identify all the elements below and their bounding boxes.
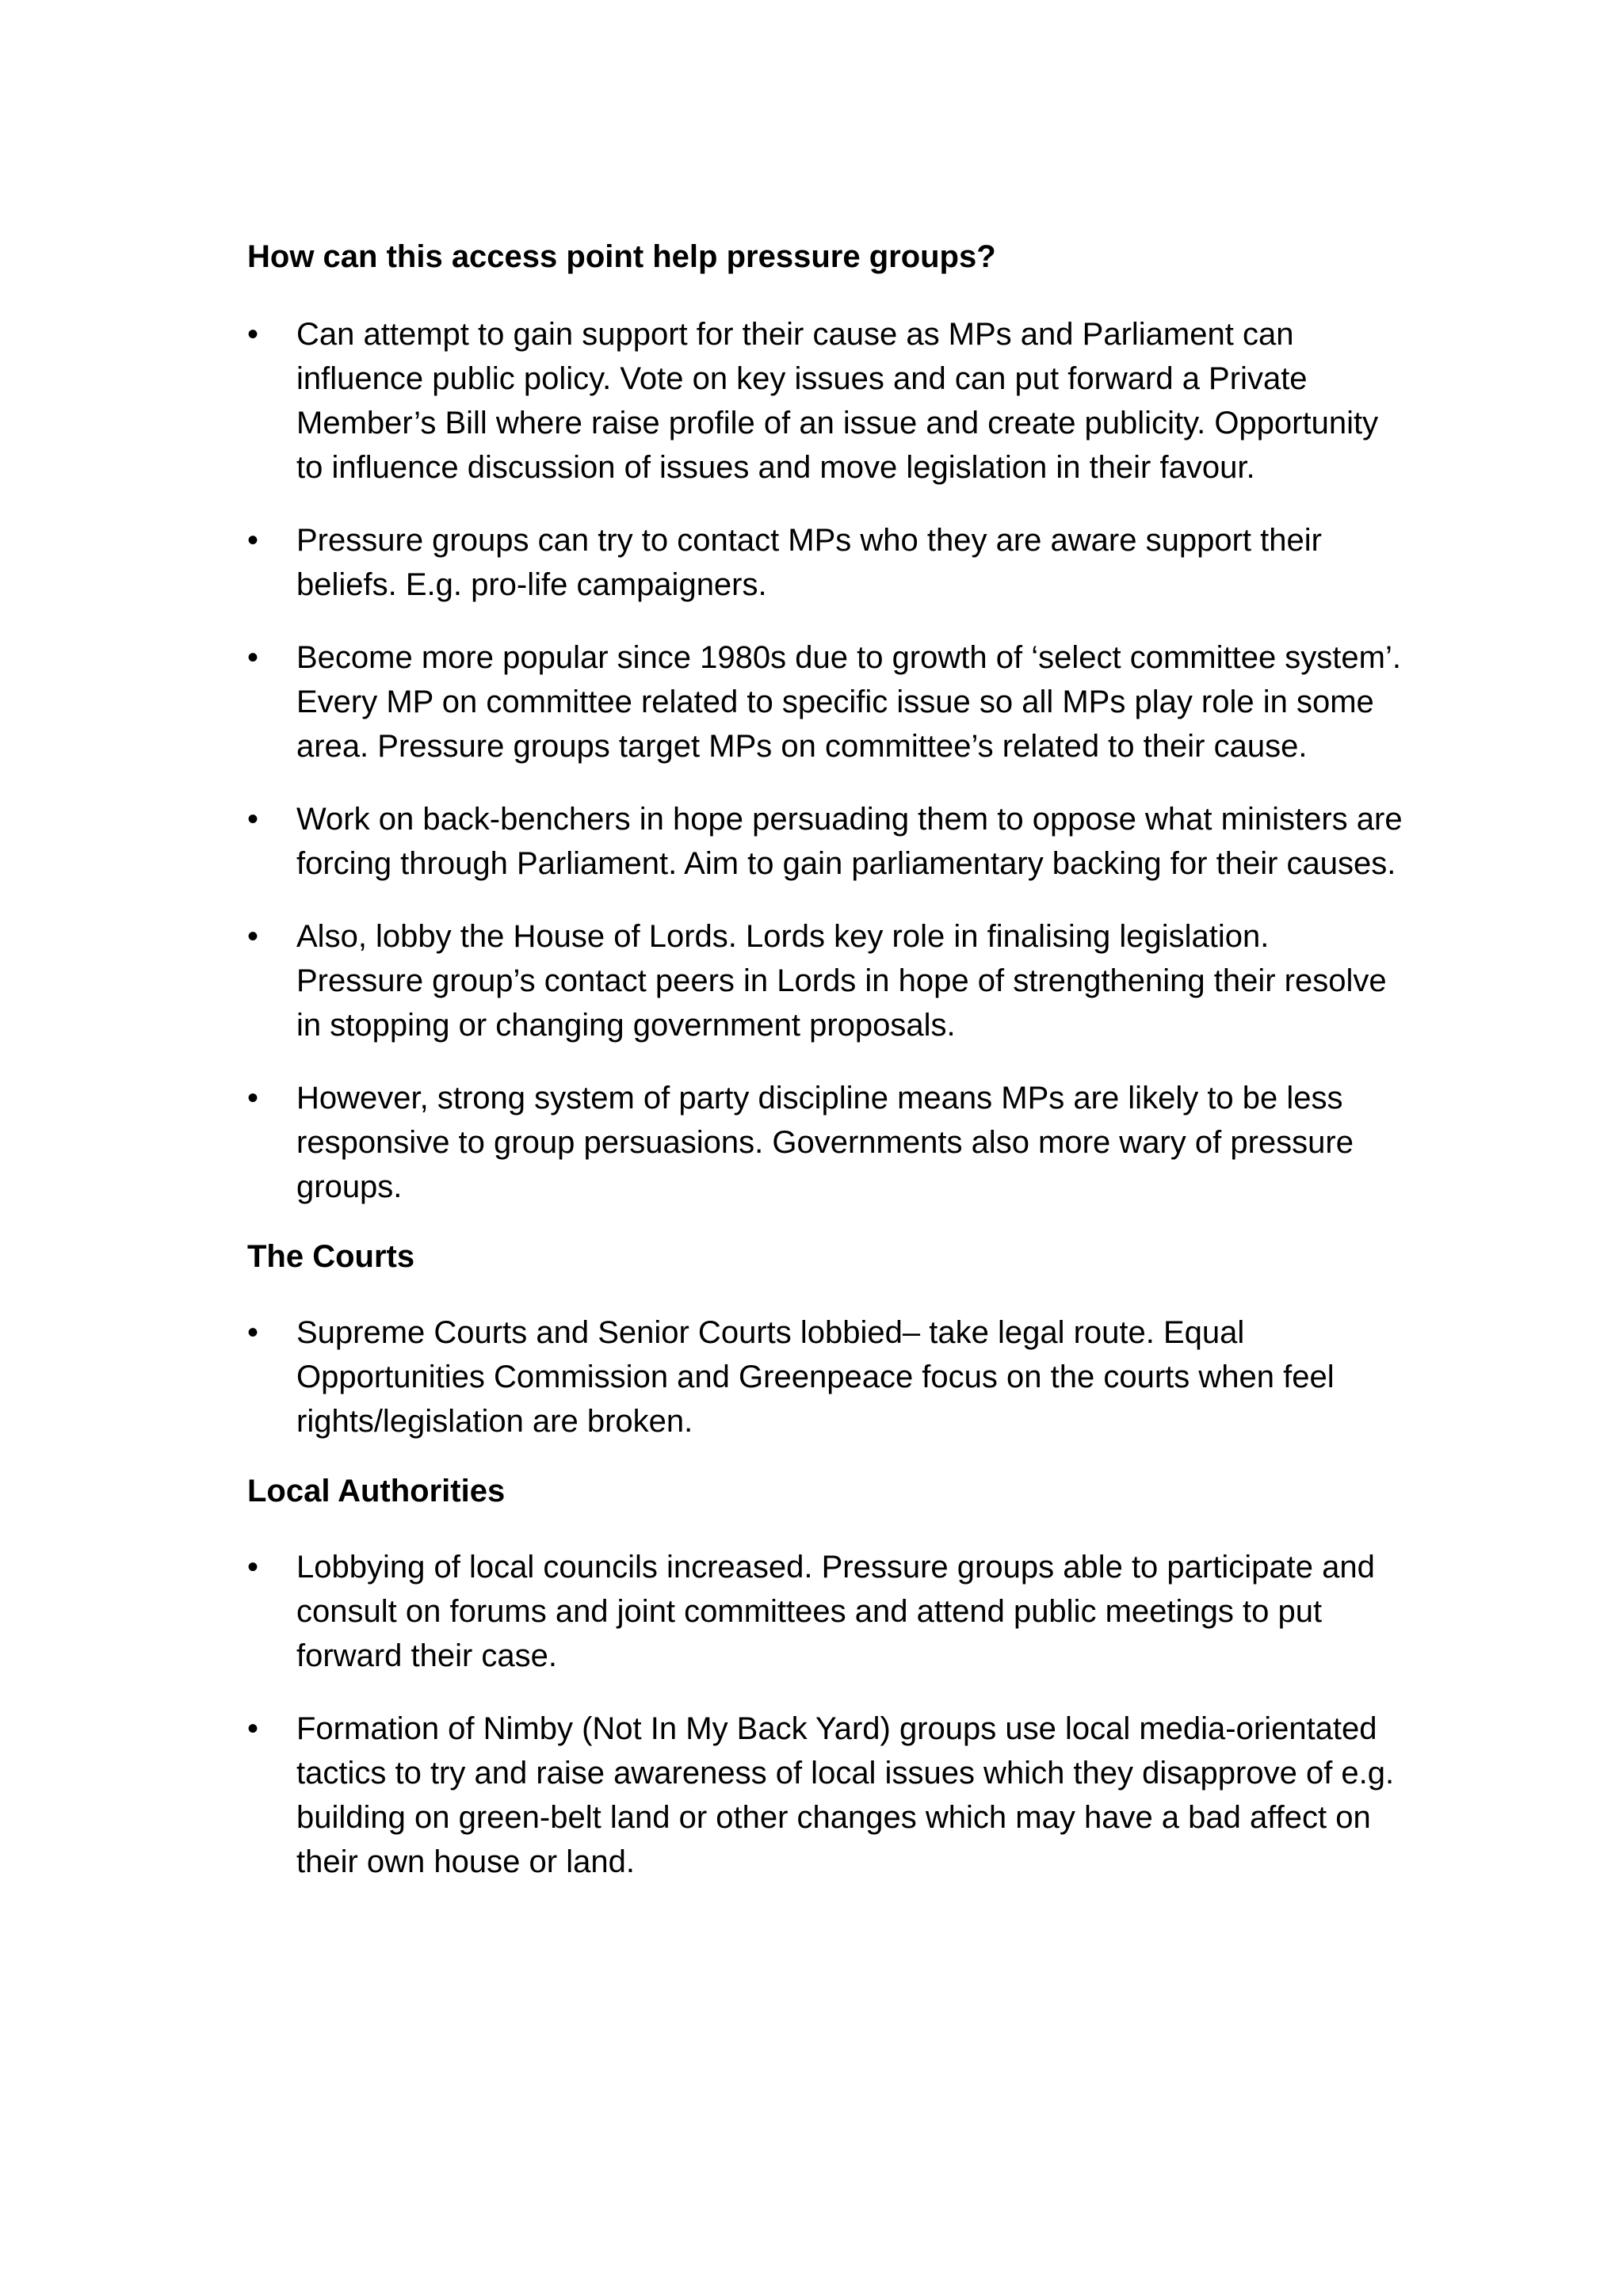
section-heading-pressure-groups: How can this access point help pressure groups? (247, 239, 996, 274)
bullet-icon: • (247, 1081, 259, 1116)
list-item-text: Formation of Nimby (Not In My Back Yard) groups use local media-orientated tactics to try and raise awareness of local issues which they disapprove of e.g. building on green-belt land or other changes which may have a bad affect on their own house or land. (296, 1711, 1395, 1879)
list-item (247, 1310, 1404, 1444)
list-item-text: Pressure groups can try to contact MPs who they are aware support their beliefs. E.g. pro-life campaigners. (296, 523, 1322, 602)
section-heading-courts: The Courts (247, 1239, 415, 1274)
list-item (247, 1545, 1404, 1678)
list-item (247, 518, 1404, 607)
bullet-icon: • (247, 1315, 259, 1350)
list-item-text: Become more popular since 1980s due to growth of ‘select committee system’. Every MP on committee related to specific issue so all MPs play role in some area. Pressure groups target MPs on committee’s related to their cause. (296, 640, 1401, 764)
document-body (247, 228, 1404, 1884)
bullet-icon: • (247, 1711, 259, 1746)
list-item-text: Lobbying of local councils increased. Pressure groups able to participate and consult on forums and joint committees and attend public meetings to put forward their case. (296, 1550, 1375, 1673)
bullet-icon: • (247, 523, 259, 558)
bullet-list-courts (247, 1310, 1404, 1444)
list-item-text: However, strong system of party discipline means MPs are likely to be less responsive to group persuasions. Governments also more wary of pressure groups. (296, 1081, 1354, 1204)
section-heading-local-authorities: Local Authorities (247, 1474, 506, 1508)
list-item (247, 1707, 1404, 1884)
list-item (247, 312, 1404, 490)
list-item-text: Supreme Courts and Senior Courts lobbied– take legal route. Equal Opportunities Commission and Greenpeace focus on the courts when feel rights/legislation are broken. (296, 1315, 1335, 1439)
list-item-text: Work on back-benchers in hope persuading them to oppose what ministers are forcing through Parliament. Aim to gain parliamentary backing for their causes. (296, 802, 1403, 881)
list-item (247, 797, 1404, 886)
bullet-icon: • (247, 802, 259, 837)
bullet-list-local-authorities (247, 1545, 1404, 1884)
bullet-icon: • (247, 1550, 259, 1585)
bullet-icon: • (247, 640, 259, 675)
list-item (247, 914, 1404, 1047)
list-item-text: Can attempt to gain support for their cause as MPs and Parliament can influence public policy. Vote on key issues and can put forward a Private Member’s Bill where raise profile of an issue and create publicity. Opportunity to influence discussion of issues and move legislation in their favour. (296, 317, 1379, 485)
bullet-icon: • (247, 317, 259, 352)
list-item (247, 1076, 1404, 1209)
list-item (247, 635, 1404, 769)
list-item-text: Also, lobby the House of Lords. Lords key role in finalising legislation. Pressure group’s contact peers in Lords in hope of strengthening their resolve in stopping or changing government proposals. (296, 919, 1387, 1043)
bullet-icon: • (247, 919, 259, 954)
bullet-list-pressure-groups (247, 312, 1404, 1209)
